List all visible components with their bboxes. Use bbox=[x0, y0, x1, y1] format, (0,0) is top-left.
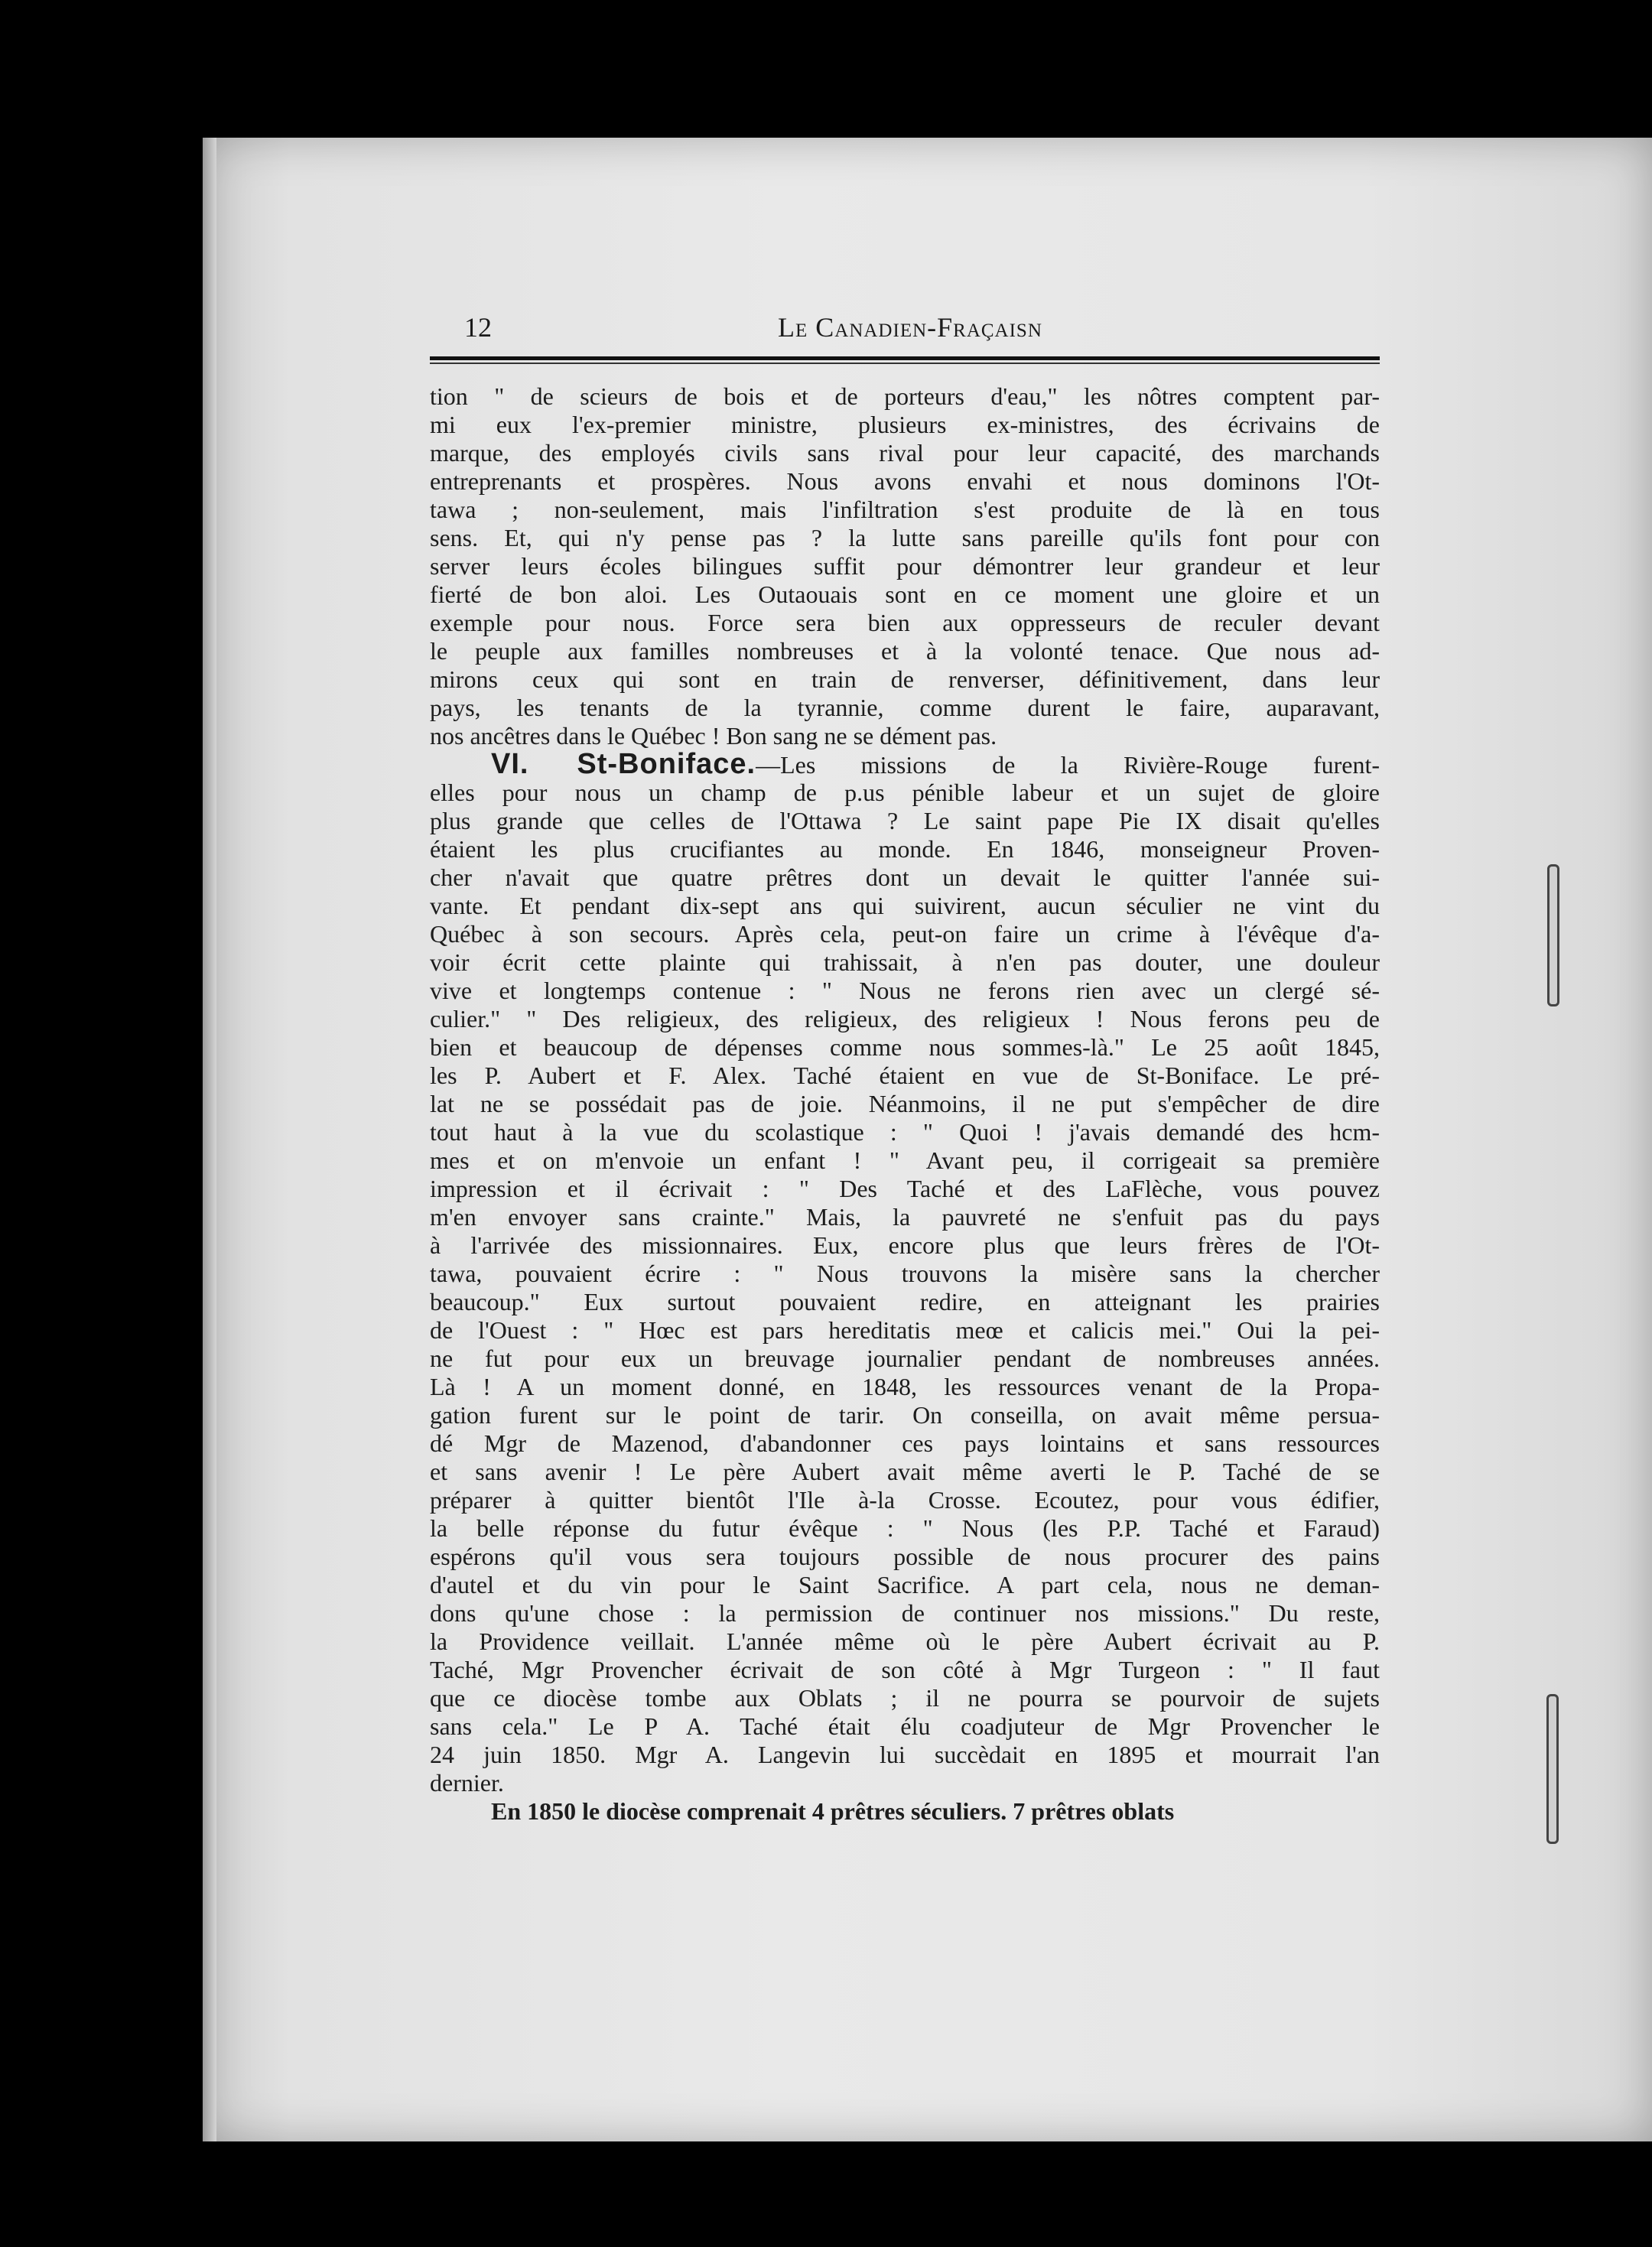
page-header bbox=[430, 312, 1380, 358]
text-line: vante. Et pendant dix-sept ans qui suivirent, aucun séculier ne vint du bbox=[430, 892, 1380, 919]
text-line: fierté de bon aloi. Les Outaouais sont en ce moment une gloire et un bbox=[430, 580, 1380, 608]
text-line: tout haut à la vue du scolastique : " Quoi ! j'avais demandé des hcm- bbox=[430, 1118, 1380, 1146]
text-line: plus grande que celles de l'Ottawa ? Le saint pape Pie IX disait qu'elles bbox=[430, 807, 1380, 834]
section-heading: VI. St-Boniface. bbox=[491, 748, 756, 780]
section-paragraph bbox=[430, 779, 1380, 1797]
paragraph-ottawa bbox=[430, 382, 1380, 750]
text-line: mi eux l'ex-premier ministre, plusieurs ex-ministres, des écrivains de bbox=[430, 411, 1380, 438]
text-line: mes et on m'envoie un enfant ! " Avant peu, il corrigeait sa première bbox=[430, 1146, 1380, 1174]
page-number: 12 bbox=[464, 312, 492, 343]
text-line: dons qu'une chose : la permission de continuer nos missions." Du reste, bbox=[430, 1599, 1380, 1627]
text-line: server leurs écoles bilingues suffit pour démontrer leur grandeur et leur bbox=[430, 552, 1380, 580]
text-line: exemple pour nous. Force sera bien aux oppresseurs de reculer devant bbox=[430, 609, 1380, 636]
text-line: que ce diocèse tombe aux Oblats ; il ne pourra se pourvoir de sujets bbox=[430, 1684, 1380, 1712]
staple-top bbox=[1547, 864, 1559, 1006]
text-line: cher n'avait que quatre prêtres dont un devait le quitter l'année sui- bbox=[430, 863, 1380, 891]
section-first-line-text: —Les missions de la Rivière-Rouge furent- bbox=[756, 751, 1380, 779]
text-line: le peuple aux familles nombreuses et à la volonté tenace. Que nous ad- bbox=[430, 637, 1380, 665]
closing-line: En 1850 le diocèse comprenait 4 prêtres séculiers. 7 prêtres oblats bbox=[491, 1797, 1175, 1825]
section-first-line bbox=[430, 750, 1380, 779]
text-line: beaucoup." Eux surtout pouvaient redire, en atteignant les prairies bbox=[430, 1288, 1380, 1315]
header-rule bbox=[430, 356, 1380, 360]
text-line: ne fut pour eux un breuvage journalier pendant de nombreuses années. bbox=[430, 1345, 1380, 1372]
page-edge-shadow bbox=[203, 138, 216, 2141]
text-line: la Providence veillait. L'année même où le père Aubert écrivait au P. bbox=[430, 1628, 1380, 1655]
text-line: m'en envoyer sans crainte." Mais, la pauvreté ne s'enfuit pas du pays bbox=[430, 1203, 1380, 1231]
text-line: entreprenants et prospères. Nous avons envahi et nous dominons l'Ot- bbox=[430, 467, 1380, 495]
staple-bottom bbox=[1546, 1694, 1559, 1844]
section-st-boniface bbox=[430, 750, 1380, 1797]
text-line: bien et beaucoup de dépenses comme nous sommes-là." Le 25 août 1845, bbox=[430, 1033, 1380, 1061]
text-line: et sans avenir ! Le père Aubert avait même averti le P. Taché de se bbox=[430, 1458, 1380, 1485]
body-text bbox=[430, 382, 1380, 1826]
text-line: à l'arrivée des missionnaires. Eux, encore plus que leurs frères de l'Ot- bbox=[430, 1231, 1380, 1259]
text-line: culier." " Des religieux, des religieux, des religieux ! Nous ferons peu de bbox=[430, 1005, 1380, 1032]
text-line: dé Mgr de Mazenod, d'abandonner ces pays lointains et sans ressources bbox=[430, 1429, 1380, 1457]
text-line: nos ancêtres dans le Québec ! Bon sang ne se dément pas. bbox=[430, 722, 997, 750]
running-title: Le Canadien-Fraçaisn bbox=[778, 312, 1042, 343]
text-line: impression et il écrivait : " Des Taché et des LaFlèche, vous pouvez bbox=[430, 1175, 1380, 1202]
text-line: dernier. bbox=[430, 1769, 504, 1797]
text-line: préparer à quitter bientôt l'Ile à-la Crosse. Ecoutez, pour vous édifier, bbox=[430, 1486, 1380, 1514]
text-line: tion " de scieurs de bois et de porteurs d'eau," les nôtres comptent par- bbox=[430, 382, 1380, 410]
text-line: Là ! A un moment donné, en 1848, les ressources venant de la Propa- bbox=[430, 1373, 1380, 1400]
text-line: tawa ; non-seulement, mais l'infiltration s'est produite de là en tous bbox=[430, 496, 1380, 523]
text-line: mirons ceux qui sont en train de renverser, définitivement, dans leur bbox=[430, 665, 1380, 693]
text-line: la belle réponse du futur évêque : " Nous (les P.P. Taché et Faraud) bbox=[430, 1514, 1380, 1542]
text-line: sans cela." Le P A. Taché était élu coadjuteur de Mgr Provencher le bbox=[430, 1712, 1380, 1740]
text-line: voir écrit cette plainte qui trahissait, à n'en pas douter, une douleur bbox=[430, 948, 1380, 976]
text-line: les P. Aubert et F. Alex. Taché étaient en vue de St-Boniface. Le pré- bbox=[430, 1062, 1380, 1089]
text-line: espérons qu'il vous sera toujours possible de nous procurer des pains bbox=[430, 1543, 1380, 1570]
text-line: de l'Ouest : " Hœc est pars hereditatis meœ et calicis mei." Oui la pei- bbox=[430, 1316, 1380, 1344]
text-line: marque, des employés civils sans rival pour leur capacité, des marchands bbox=[430, 439, 1380, 467]
text-line: tawa, pouvaient écrire : " Nous trouvons la misère sans la chercher bbox=[430, 1260, 1380, 1287]
text-line: 24 juin 1850. Mgr A. Langevin lui succèdait en 1895 et mourrait l'an bbox=[430, 1741, 1380, 1768]
text-line: pays, les tenants de la tyrannie, comme durent le faire, auparavant, bbox=[430, 694, 1380, 721]
header-rule-thin bbox=[430, 363, 1380, 364]
text-line: sens. Et, qui n'y pense pas ? la lutte sans pareille qu'ils font pour con bbox=[430, 524, 1380, 551]
text-line: elles pour nous un champ de p.us pénible labeur et un sujet de gloire bbox=[430, 779, 1380, 806]
text-line: gation furent sur le point de tarir. On conseilla, on avait même persua- bbox=[430, 1401, 1380, 1429]
text-line: Taché, Mgr Provencher écrivait de son côté à Mgr Turgeon : " Il faut bbox=[430, 1656, 1380, 1683]
text-line: lat ne se possédait pas de joie. Néanmoins, il ne put s'empêcher de dire bbox=[430, 1090, 1380, 1117]
text-line: d'autel et du vin pour le Saint Sacrifice. A part cela, nous ne deman- bbox=[430, 1571, 1380, 1598]
text-line: vive et longtemps contenue : " Nous ne ferons rien avec un clergé sé- bbox=[430, 977, 1380, 1004]
text-line: étaient les plus crucifiantes au monde. En 1846, monseigneur Proven- bbox=[430, 835, 1380, 863]
text-line: Québec à son secours. Après cela, peut-on faire un crime à l'évêque d'a- bbox=[430, 920, 1380, 948]
